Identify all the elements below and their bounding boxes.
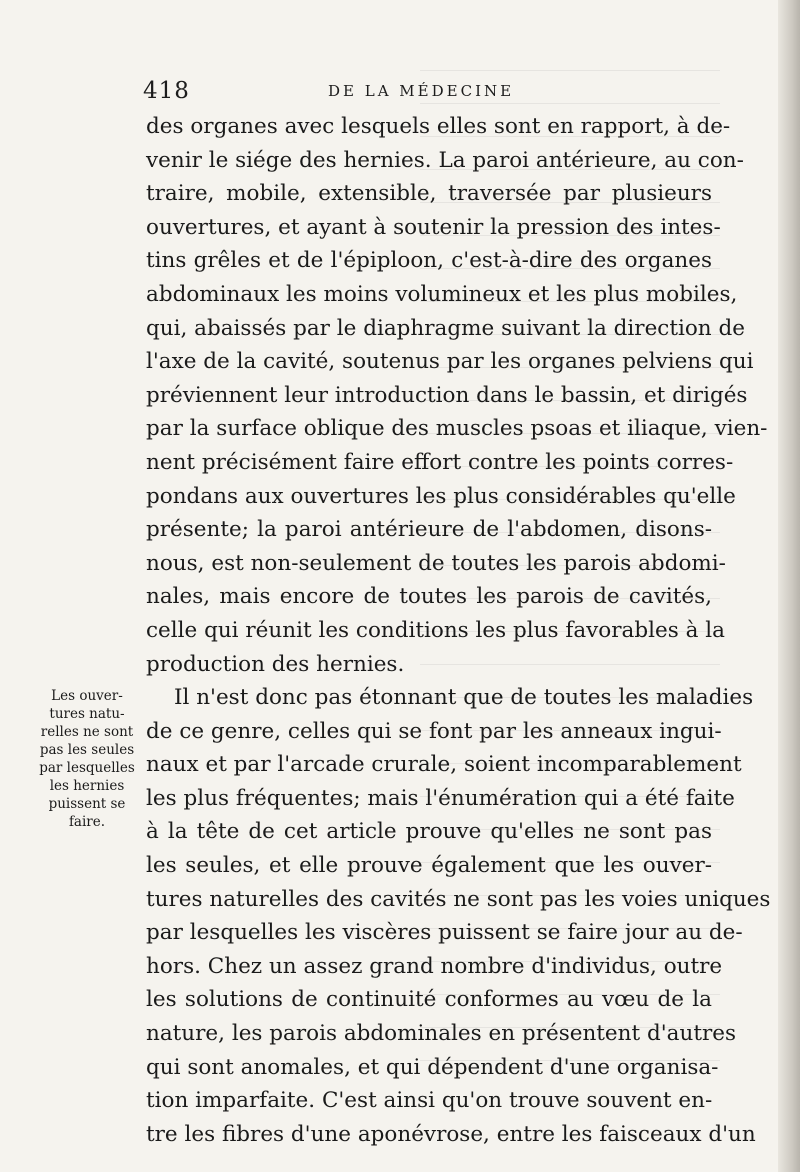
margin-note-line: Les ouver-: [51, 688, 123, 704]
text-line: production des hernies.: [146, 651, 405, 677]
paragraph-start-line: Il n'est donc pas étonnant que de toutes les maladies: [174, 685, 754, 711]
margin-note-line: relles ne sont: [40, 724, 134, 740]
text-line: nous, est non-seulement de toutes les parois abdomi-: [146, 550, 726, 576]
text-line: ouvertures, et ayant à soutenir la pression des intes-: [146, 214, 721, 240]
text-line: traire, mobile, extensible, traversée par plusieurs: [146, 181, 712, 207]
text-line: naux et par l'arcade crurale, soient incomparablement: [146, 752, 742, 778]
margin-note-line: tures natu-: [49, 706, 125, 722]
text-line: nent précisément faire effort contre les points corres-: [146, 449, 734, 475]
text-line: tures naturelles des cavités ne sont pas les voies uniques: [146, 886, 771, 912]
text-line: tion imparfaite. C'est ainsi qu'on trouve souvent en-: [146, 1088, 713, 1114]
margin-note-line: pas les seules: [39, 742, 135, 758]
margin-note-line: les hernies: [49, 778, 125, 794]
page-edge: [778, 0, 800, 1172]
page-number: 418: [143, 78, 190, 104]
text-line: hors. Chez un assez grand nombre d'individus, outre: [146, 953, 723, 979]
text-line: nales, mais encore de toutes les parois de cavités,: [146, 584, 712, 610]
text-line: tins grêles et de l'épiploon, c'est-à-dire des organes: [146, 248, 712, 274]
running-title: DE LA MÉDECINE: [328, 82, 515, 100]
text-line: pondans aux ouvertures les plus considérables qu'elle: [146, 483, 736, 509]
margin-note-line: par lesquelles: [39, 760, 135, 776]
text-line: par la surface oblique des muscles psoas et iliaque, vien-: [146, 416, 768, 442]
text-line: de ce genre, celles qui se font par les anneaux ingui-: [146, 718, 722, 744]
text-line: nature, les parois abdominales en présentent d'autres: [146, 1021, 736, 1047]
body-text: [146, 110, 771, 1151]
margin-note-line: puissent se: [48, 796, 126, 812]
text-line: par lesquelles les viscères puissent se faire jour au de-: [146, 920, 743, 946]
text-line: venir le siége des hernies. La paroi antérieure, au con-: [146, 147, 744, 173]
page-header: [143, 78, 723, 108]
text-line: qui, abaissés par le diaphragme suivant la direction de: [146, 315, 745, 341]
text-line: les plus fréquentes; mais l'énumération qui a été faite: [146, 785, 735, 811]
text-line: celle qui réunit les conditions les plus favorables à la: [146, 617, 725, 643]
margin-note: [32, 687, 142, 831]
text-line: qui sont anomales, et qui dépendent d'une organisa-: [146, 1054, 719, 1080]
text-line: présente; la paroi antérieure de l'abdomen, disons-: [146, 517, 712, 543]
text-line: les solutions de continuité conformes au vœu de la: [146, 987, 712, 1013]
text-line: des organes avec lesquels elles sont en rapport, à de-: [146, 114, 731, 139]
text-line: l'axe de la cavité, soutenus par les organes pelviens qui: [146, 349, 754, 375]
text-line: préviennent leur introduction dans le bassin, et dirigés: [146, 382, 748, 408]
text-line: tre les fibres d'une aponévrose, entre les faisceaux d'un: [146, 1121, 756, 1147]
text-line: à la tête de cet article prouve qu'elles ne sont pas: [146, 819, 712, 845]
text-line: abdominaux les moins volumineux et les plus mobiles,: [146, 281, 738, 307]
margin-note-line: faire.: [68, 814, 106, 830]
text-line: les seules, et elle prouve également que les ouver-: [146, 853, 712, 879]
